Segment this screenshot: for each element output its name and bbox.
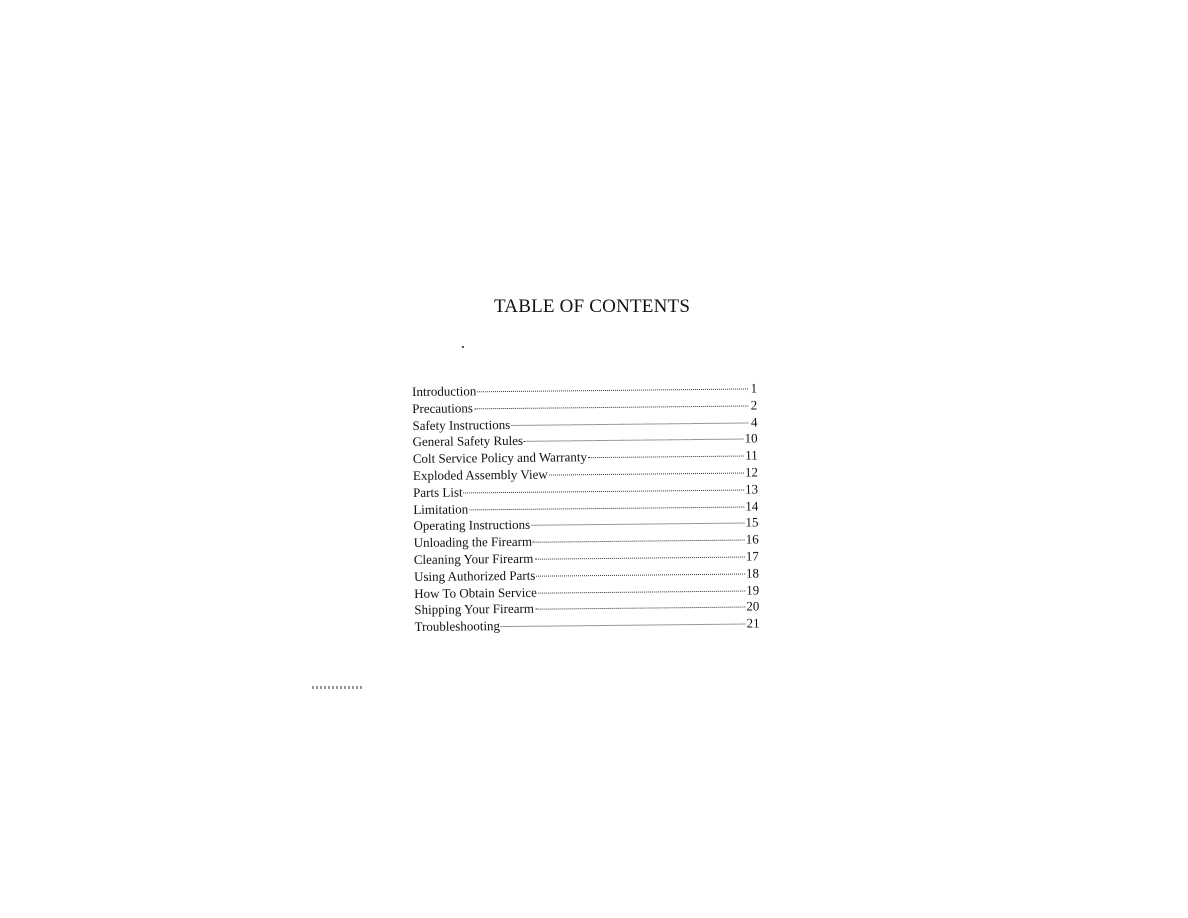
toc-dot-leader: [549, 473, 744, 476]
toc-entry-label: Cleaning Your Firearm: [413, 550, 534, 567]
toc-dot-leader: [531, 523, 744, 526]
toc-entry-page: 20: [746, 598, 760, 614]
toc-entry-page: 16: [745, 531, 759, 547]
toc-dot-leader: [524, 439, 744, 442]
toc-dot-leader: [538, 590, 745, 593]
toc-entry-page: 10: [744, 430, 758, 446]
toc-entry-label: General Safety Rules: [412, 433, 524, 450]
toc-entry-label: Parts List: [413, 484, 463, 500]
toc-dot-leader: [535, 607, 745, 610]
toc-dot-leader: [536, 573, 745, 576]
scan-speck: [462, 346, 464, 348]
toc-dot-leader: [501, 624, 746, 628]
toc-entry-label: Colt Service Policy and Warranty: [412, 449, 588, 467]
toc-entry-label: Using Authorized Parts: [413, 567, 536, 584]
toc-entry-label: Exploded Assembly View: [412, 466, 548, 483]
toc-entry-label: How To Obtain Service: [414, 584, 537, 601]
toc-dot-leader: [477, 388, 748, 392]
toc-entry-page: 12: [744, 464, 759, 480]
scan-artifact: [312, 686, 364, 689]
toc-entry-label: Shipping Your Firearm: [414, 601, 534, 618]
toc-dot-leader: [534, 556, 744, 559]
toc-dot-leader: [511, 422, 748, 425]
toc-dot-leader: [588, 456, 744, 459]
toc-entry-page: 13: [745, 481, 759, 497]
toc-entry-label: Troubleshooting: [414, 618, 501, 635]
toc-dot-leader: [533, 540, 745, 543]
toc-entry-page: 11: [745, 447, 758, 463]
toc-dot-leader: [474, 405, 748, 409]
toc-dot-leader: [469, 506, 744, 510]
toc-entry-page: 19: [746, 581, 760, 598]
toc-entry-label: Precautions: [412, 400, 473, 416]
toc-entry-page: 18: [745, 565, 760, 581]
toc-entry-label: Safety Instructions: [412, 416, 511, 433]
toc-entry-label: Unloading the Firearm: [413, 533, 533, 551]
toc-entry-page: 4: [750, 413, 758, 430]
toc-entry-page: 21: [746, 615, 760, 631]
toc-entry-page: 14: [745, 497, 759, 514]
toc-entry-label: Limitation: [413, 500, 469, 517]
toc-list: [412, 380, 760, 636]
toc-entry-page: 2: [750, 397, 758, 413]
toc-entry: [414, 616, 759, 636]
toc-title: TABLE OF CONTENTS: [494, 296, 691, 317]
toc-entry-label: Operating Instructions: [413, 517, 531, 534]
toc-dot-leader: [464, 489, 745, 493]
toc-entry-page: 17: [745, 548, 759, 564]
toc-entry-page: 1: [750, 380, 758, 396]
toc-entry-label: Introduction: [412, 383, 477, 399]
toc-entry-page: 15: [745, 514, 759, 530]
